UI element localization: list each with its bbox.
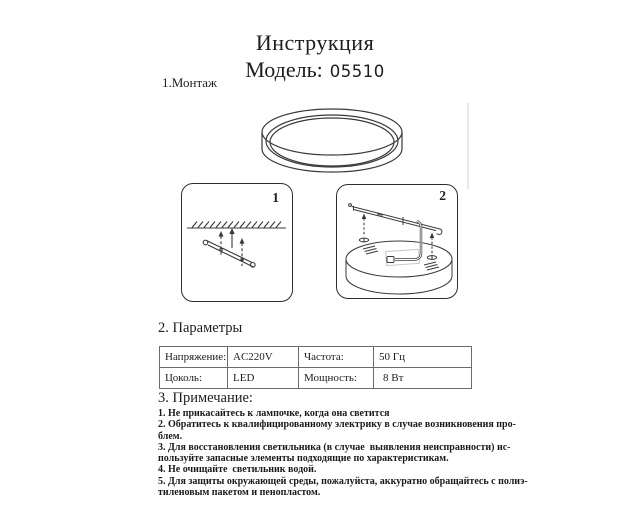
model-line xyxy=(0,57,630,83)
note-line: тиленовым пакетом и пенопластом. xyxy=(158,487,321,499)
model-label: Модель: xyxy=(245,57,323,82)
step-panel-2 xyxy=(336,184,458,299)
note-line: 4. Не очищайте светильник водой. xyxy=(158,464,317,476)
note-line: 3. Для восстановления светильника (в случае выявления неисправности) ис- xyxy=(158,441,511,453)
ceiling-bracket-mounting-diagram-icon xyxy=(182,184,291,300)
section-montage-heading: 1.Монтаж xyxy=(162,75,218,90)
section-notes-heading: 3. Примечание: xyxy=(158,390,253,406)
note-line: 1. Не прикасайтесь к лампочке, когда она светится xyxy=(158,408,390,419)
param-label: Цоколь: xyxy=(160,368,228,389)
page-title: Инструкция xyxy=(255,30,375,55)
note-line: пользуйте запасные элементы подходящие по характеристикам. xyxy=(158,453,449,465)
param-value: AC220V xyxy=(228,347,299,368)
param-label: Напряжение: xyxy=(160,347,228,368)
note-line: 2. Обратитесь к квалифицированному электрику в случае возникновения про- xyxy=(158,419,516,431)
section-params-heading: 2. Параметры xyxy=(158,320,243,336)
notes-list xyxy=(158,408,528,499)
step-number-1: 1 xyxy=(272,190,279,205)
model-number: 05510 xyxy=(329,62,385,81)
note-line: 5. Для защиты окружающей среды, пожалуйста, аккуратно обращайтесь с полиэ- xyxy=(158,475,528,487)
param-value: 8 Вт xyxy=(374,368,472,389)
param-label: Мощность: xyxy=(299,368,374,389)
ceiling-lamp-illustration xyxy=(236,101,416,181)
lamp-base-wiring-diagram-icon xyxy=(337,185,456,297)
step-number-2: 2 xyxy=(439,188,446,203)
table-row xyxy=(160,368,472,389)
parameters-table xyxy=(159,346,472,389)
param-value: LED xyxy=(228,368,299,389)
step-panel-1 xyxy=(181,183,293,302)
param-label: Частота: xyxy=(299,347,374,368)
table-row xyxy=(160,347,472,368)
note-line: блем. xyxy=(158,430,183,442)
page-edge-artifact-line xyxy=(467,103,469,189)
param-value: 50 Гц xyxy=(374,347,472,368)
